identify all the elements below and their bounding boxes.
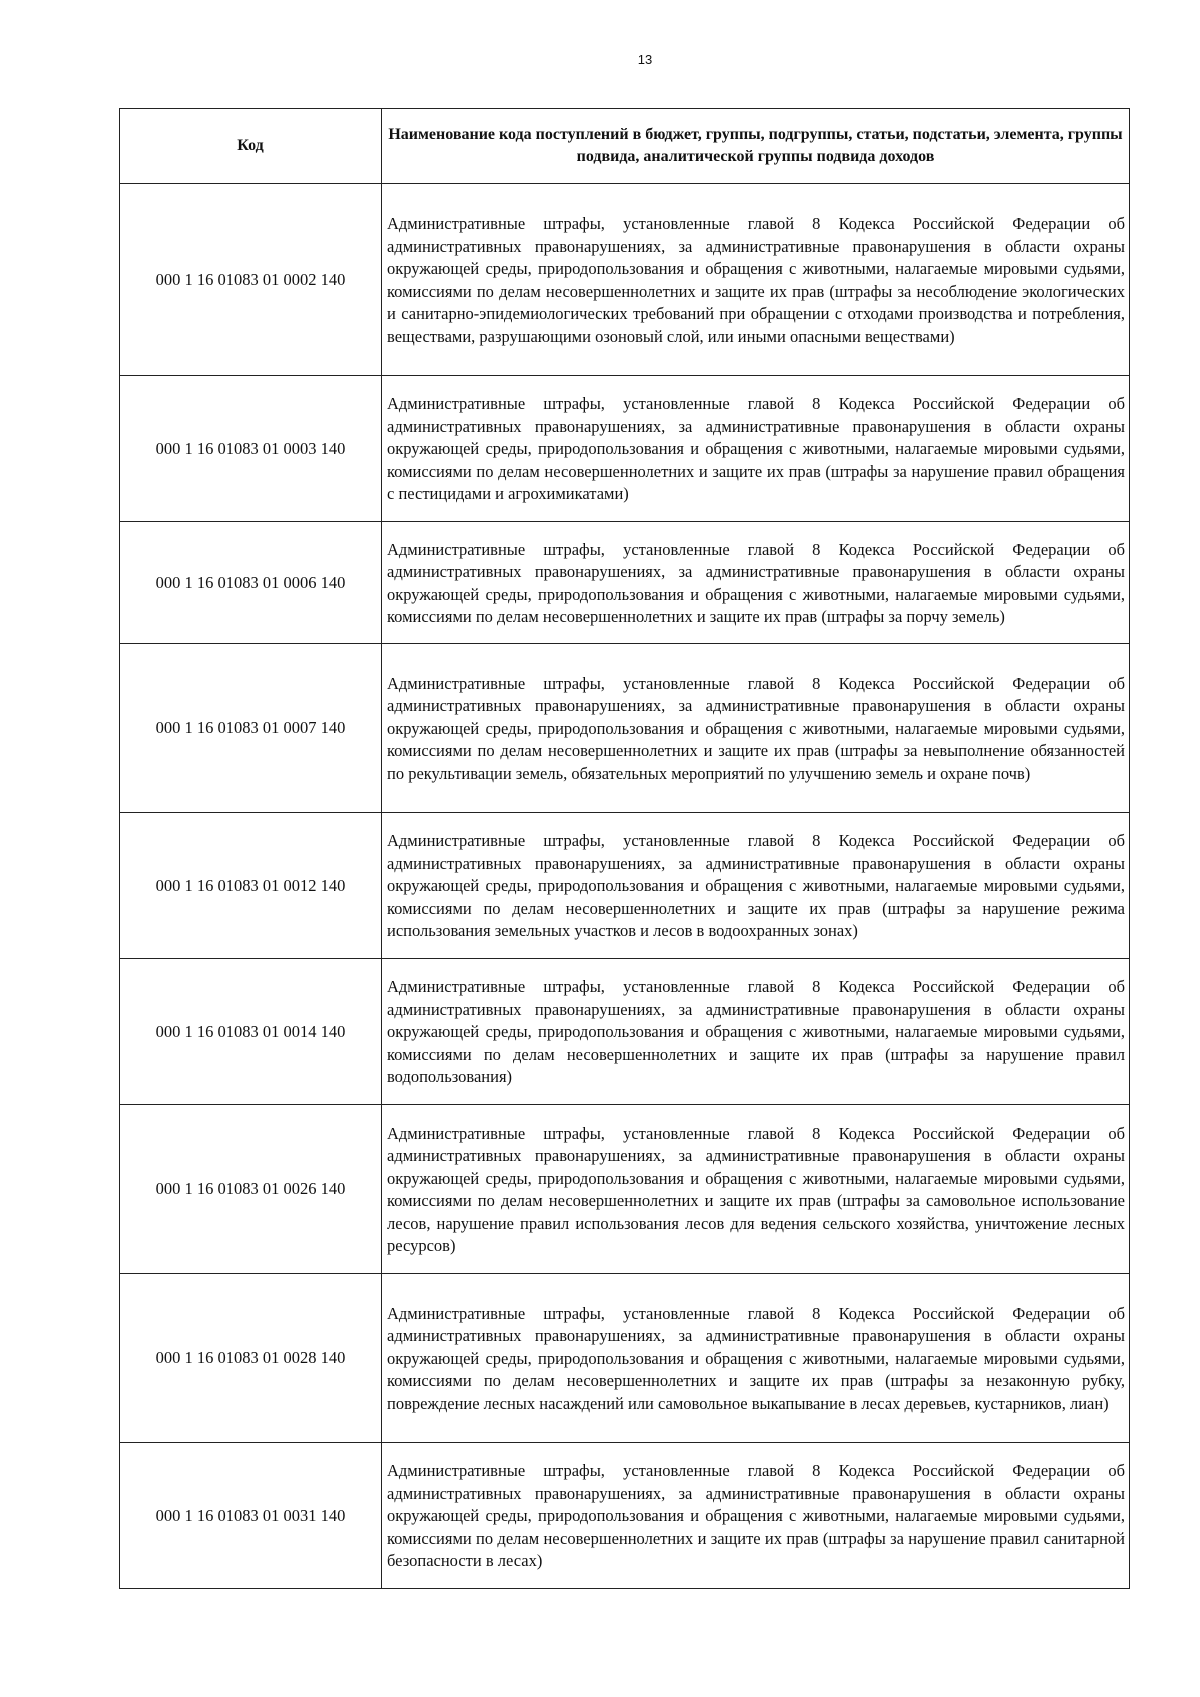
table-row: [120, 644, 1130, 813]
table-row: [120, 376, 1130, 522]
row-code: 000 1 16 01083 01 0012 140: [120, 813, 382, 959]
row-code: 000 1 16 01083 01 0028 140: [120, 1274, 382, 1443]
header-code: Код: [120, 109, 382, 184]
row-description: Административные штрафы, установленные главой 8 Кодекса Российской Федерации об административных правонарушениях, за административные правонарушения в области охраны окружающей среды, природопользования и обращения с животными, налагаемые мировыми судьями, комиссиями по делам несовершеннолетних и защите их прав (штрафы за порчу земель): [382, 522, 1130, 644]
row-description: Административные штрафы, установленные главой 8 Кодекса Российской Федерации об административных правонарушениях, за административные правонарушения в области охраны окружающей среды, природопользования и обращения с животными, налагаемые мировыми судьями, комиссиями по делам несовершеннолетних и защите их прав (штрафы за самовольное использование лесов, нарушение правил использования лесов для ведения сельского хозяйства, уничтожение лесных ресурсов): [382, 1105, 1130, 1274]
row-code: 000 1 16 01083 01 0006 140: [120, 522, 382, 644]
row-code: 000 1 16 01083 01 0026 140: [120, 1105, 382, 1274]
page-number: 13: [637, 52, 653, 67]
table-row: [120, 522, 1130, 644]
row-description: Административные штрафы, установленные главой 8 Кодекса Российской Федерации об административных правонарушениях, за административные правонарушения в области охраны окружающей среды, природопользования и обращения с животными, налагаемые мировыми судьями, комиссиями по делам несовершеннолетних и защите их прав (штрафы за нарушение правил санитарной безопасности в лесах): [382, 1443, 1130, 1589]
row-code: 000 1 16 01083 01 0014 140: [120, 959, 382, 1105]
header-name: Наименование кода поступлений в бюджет, группы, подгруппы, статьи, подстатьи, элемента, группы подвида, аналитической группы подвида доходов: [382, 109, 1130, 184]
table-row: [120, 1105, 1130, 1274]
row-description: Административные штрафы, установленные главой 8 Кодекса Российской Федерации об административных правонарушениях, за административные правонарушения в области охраны окружающей среды, природопользования и обращения с животными, налагаемые мировыми судьями, комиссиями по делам несовершеннолетних и защите их прав (штрафы за несоблюдение экологических и санитарно-эпидемиологических требований при обращении с отходами производства и потребления, веществами, разрушающими озоновый слой, или иными опасными веществами): [382, 184, 1130, 376]
table-row: [120, 1443, 1130, 1589]
table-row: [120, 959, 1130, 1105]
row-code: 000 1 16 01083 01 0002 140: [120, 184, 382, 376]
row-code: 000 1 16 01083 01 0003 140: [120, 376, 382, 522]
table-row: [120, 1274, 1130, 1443]
row-description: Административные штрафы, установленные главой 8 Кодекса Российской Федерации об административных правонарушениях, за административные правонарушения в области охраны окружающей среды, природопользования и обращения с животными, налагаемые мировыми судьями, комиссиями по делам несовершеннолетних и защите их прав (штрафы за нарушение режима использования земельных участков и лесов в водоохранных зонах): [382, 813, 1130, 959]
revenue-codes-table: [119, 108, 1130, 1589]
row-description: Административные штрафы, установленные главой 8 Кодекса Российской Федерации об административных правонарушениях, за административные правонарушения в области охраны окружающей среды, природопользования и обращения с животными, налагаемые мировыми судьями, комиссиями по делам несовершеннолетних и защите их прав (штрафы за незаконную рубку, повреждение лесных насаждений или самовольное выкапывание в лесах деревьев, кустарников, лиан): [382, 1274, 1130, 1443]
row-description: Административные штрафы, установленные главой 8 Кодекса Российской Федерации об административных правонарушениях, за административные правонарушения в области охраны окружающей среды, природопользования и обращения с животными, налагаемые мировыми судьями, комиссиями по делам несовершеннолетних и защите их прав (штрафы за нарушение правил обращения с пестицидами и агрохимикатами): [382, 376, 1130, 522]
table-row: [120, 184, 1130, 376]
table-row: [120, 813, 1130, 959]
row-code: 000 1 16 01083 01 0007 140: [120, 644, 382, 813]
row-description: Административные штрафы, установленные главой 8 Кодекса Российской Федерации об административных правонарушениях, за административные правонарушения в области охраны окружающей среды, природопользования и обращения с животными, налагаемые мировыми судьями, комиссиями по делам несовершеннолетних и защите их прав (штрафы за невыполнение обязанностей по рекультивации земель, обязательных мероприятий по улучшению земель и охране почв): [382, 644, 1130, 813]
row-description: Административные штрафы, установленные главой 8 Кодекса Российской Федерации об административных правонарушениях, за административные правонарушения в области охраны окружающей среды, природопользования и обращения с животными, налагаемые мировыми судьями, комиссиями по делам несовершеннолетних и защите их прав (штрафы за нарушение правил водопользования): [382, 959, 1130, 1105]
table-header-row: [120, 109, 1130, 184]
row-code: 000 1 16 01083 01 0031 140: [120, 1443, 382, 1589]
